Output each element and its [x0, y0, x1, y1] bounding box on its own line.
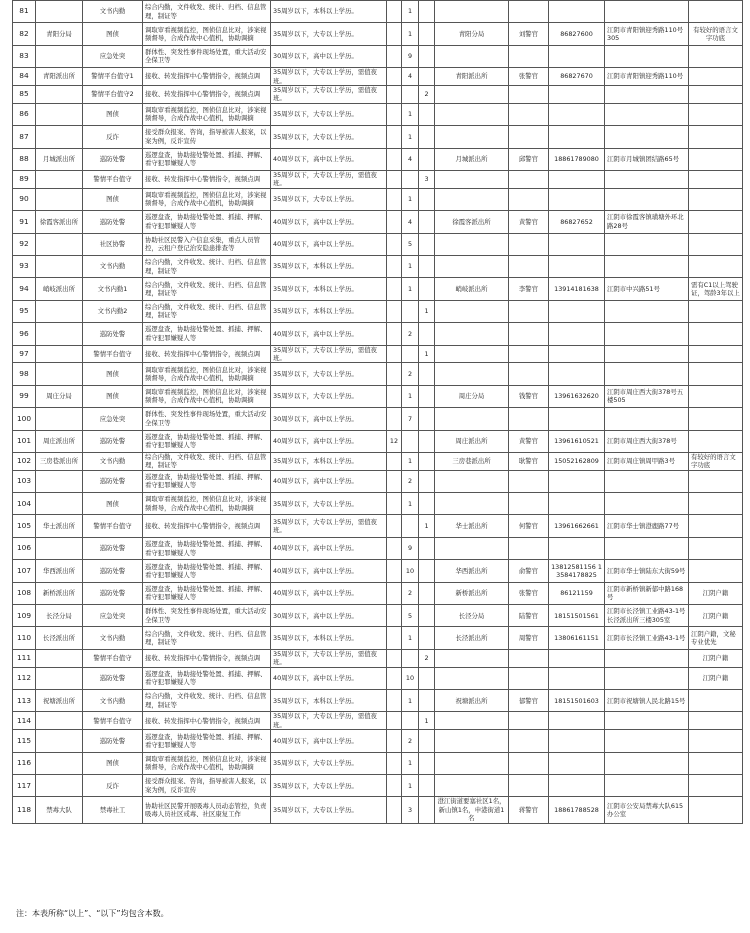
table-row: 90 图侦 调取审看视频监控，图侦信息比对，涉案视频督导，合成作战中心值机，协助调摘 35周岁以下，大专以上学历。 1 — [13, 188, 743, 210]
table-row: 83 应急处突 群体性、突发性事件现场处置，重大活动安全保卫等 30周岁以下，高中以上学历。 9 — [13, 45, 743, 67]
table-row: 115 巡防处警 巡逻盘查，协助接处警处置、抓捕、押解、看守犯罪嫌疑人等 40周岁以下，高中以上学历。 2 — [13, 730, 743, 752]
table-row: 100 应急处突 群体性、突发性事件现场处置，重大活动安全保卫等 30周岁以下，高中以上学历。 7 — [13, 408, 743, 430]
table-row: 97 警情平台值守 接收、转发指挥中心警情指令，视频点调 35周岁以下，大专以上学历，需值夜班。 1 — [13, 345, 743, 363]
table-row: 95 文书内勤2 综合内勤，文件收发、统计、归档、信息管理，制证等 35周岁以下，本科以上学历。 1 — [13, 300, 743, 322]
recruitment-table — [12, 0, 743, 824]
table-row: 96 巡防处警 巡逻盘查，协助接处警处置、抓捕、押解、看守犯罪嫌疑人等 40周岁以下，高中以上学历。 2 — [13, 323, 743, 345]
table-row: 116 图侦 调取审看视频监控，图侦信息比对，涉案视频督导，合成作战中心值机，协助调摘 35周岁以下，大专以上学历。 1 — [13, 752, 743, 774]
table-row: 113 祝塘派出所 文书内勤 综合内勤，文件收发、统计、归档、信息管理，制证等 35周岁以下，本科以上学历。 1 祝塘派出所 郁警官 18151501603 江阴市祝塘镇人民北路15号 — [13, 690, 743, 712]
table-row: 93 文书内勤 综合内勤，文件收发、统计、归档、信息管理，制证等 35周岁以下，本科以上学历。 1 — [13, 255, 743, 277]
table-row: 88 月城派出所 巡防处警 巡逻盘查，协助接处警处置、抓捕、押解、看守犯罪嫌疑人等 40周岁以下，高中以上学历。 4 月城派出所 邱警官 18861789080 江阴市月城镇团结路65号 — [13, 148, 743, 170]
table-row: 81 文书内勤 综合内勤，文件收发、统计、归档、信息管理，制证等 35周岁以下，本科以上学历。 1 — [13, 1, 743, 23]
table-row: 106 巡防处警 巡逻盘查，协助接处警处置、抓捕、押解、看守犯罪嫌疑人等 40周岁以下，高中以上学历。 9 — [13, 537, 743, 559]
table-row: 87 反诈 接受群众报案、咨询，指导被害人报案，以案为例，反诈宣传 35周岁以下，大专以上学历。 1 — [13, 126, 743, 148]
table-row: 89 警情平台值守 接收、转发指挥中心警情指令，视频点调 35周岁以下，大专以上学历，需值夜班。 3 — [13, 170, 743, 188]
table-row: 114 警情平台值守 接收、转发指挥中心警情指令，视频点调 35周岁以下，大专以上学历，需值夜班。 1 — [13, 712, 743, 730]
table-row: 99 周庄分局 图侦 调取审看视频监控，图侦信息比对，涉案视频督导，合成作战中心值机，协助调摘 35周岁以下，大专以上学历。 1 周庄分局 钱警官 13961632620 江阴市周庄西大街378号五楼505 — [13, 385, 743, 407]
table-row: 108 新桥派出所 巡防处警 巡逻盘查，协助接处警处置、抓捕、押解、看守犯罪嫌疑人等 40周岁以下，高中以上学历。 2 新桥派出所 张警官 86121159 江阴市新桥镇新郁中路168号 江阴户籍 — [13, 582, 743, 604]
table-row: 104 图侦 调取审看视频监控，图侦信息比对，涉案视频督导，合成作战中心值机，协助调摘 35周岁以下，大专以上学历。 1 — [13, 493, 743, 515]
table-row: 109 长泾分局 应急处突 群体性、突发性事件现场处置，重大活动安全保卫等 30周岁以下，高中以上学历。 5 长泾分局 陆警官 18151501561 江阴市长泾镇工业路43-1号长泾派出所三楼305室 江阴户籍 — [13, 605, 743, 627]
table-row: 118 禁毒大队 禁毒社工 协助社区民警开展吸毒人员动态管控，负责吸毒人员社区戒毒、社区康复工作 35周岁以下，大专以上学历。 3 澄江街道要塞社区1名，新山镇1名，申港街道1名 蒋警官 18861788528 江阴市公安局禁毒大队615办公室 — [13, 797, 743, 823]
table-row: 111 警情平台值守 接收、转发指挥中心警情指令，视频点调 35周岁以下，大专以上学历，需值夜班。 2 江阴户籍 — [13, 649, 743, 667]
table-row: 107 华西派出所 巡防处警 巡逻盘查，协助接处警处置、抓捕、押解、看守犯罪嫌疑人等 40周岁以下，高中以上学历。 10 华西派出所 俞警官 13812581156 13584178825 江阴市华士镇陆东大街59号 — [13, 560, 743, 582]
table-row: 112 巡防处警 巡逻盘查，协助接处警处置、抓捕、押解、看守犯罪嫌疑人等 40周岁以下，高中以上学历。 10 江阴户籍 — [13, 667, 743, 689]
table-row: 101 周庄派出所 巡防处警 巡逻盘查，协助接处警处置、抓捕、押解、看守犯罪嫌疑人等 40周岁以下，高中以上学历。 12 周庄派出所 黄警官 13961610521 江阴市周庄西大街378号 — [13, 430, 743, 452]
table-row: 117 反诈 接受群众报案、咨询，指导被害人报案，以案为例，反诈宣传 35周岁以下，大专以上学历。 1 — [13, 775, 743, 797]
table-row: 86 图侦 调取审看视频监控，图侦信息比对，涉案视频督导，合成作战中心值机，协助调摘 35周岁以下，大专以上学历。 1 — [13, 103, 743, 125]
table-row: 82 青阳分局 图侦 调取审看视频监控，图侦信息比对，涉案视频督导，合成作战中心值机，协助调摘 35周岁以下，大专以上学历。 1 青阳分局 刘警官 86827600 江阴市青阳镇迎秀路110号305 有较好的语言文字功底 — [13, 23, 743, 45]
table-row: 103 巡防处警 巡逻盘查，协助接处警处置、抓捕、押解、看守犯罪嫌疑人等 40周岁以下，高中以上学历。 2 — [13, 470, 743, 492]
table-row: 110 长泾派出所 文书内勤 综合内勤，文件收发、统计、归档、信息管理，制证等 35周岁以下，本科以上学历。 1 长泾派出所 周警官 13806161151 江阴市长泾镇工业路43-1号 江阴户籍，文秘专业优先 — [13, 627, 743, 649]
table-row: 85 警情平台值守2 接收、转发指挥中心警情指令，视频点调 35周岁以下，大专以上学历，需值夜班。 2 — [13, 85, 743, 103]
table-row: 105 华士派出所 警情平台值守 接收、转发指挥中心警情指令，视频点调 35周岁以下，大专以上学历，需值夜班。 1 华士派出所 何警官 13961662661 江阴市华士镇澄鹿路77号 — [13, 515, 743, 537]
table-row: 98 图侦 调取审看视频监控，图侦信息比对，涉案视频督导，合成作战中心值机，协助调摘 35周岁以下，大专以上学历。 2 — [13, 363, 743, 385]
recruitment-table-container — [12, 0, 742, 824]
table-row: 102 三房巷派出所 文书内勤 综合内勤，文件收发、统计、归档、信息管理，制证等 35周岁以下，本科以上学历。 1 三房巷派出所 耿警官 15052162809 江阴市周庄镇周甲路3号 有较好的语言文字功底 — [13, 452, 743, 470]
table-row: 94 峭岐派出所 文书内勤1 综合内勤，文件收发、统计、归档、信息管理，制证等 35周岁以下，本科以上学历。 1 峭岐派出所 李警官 13914181638 江阴市中兴路51号 需有C1以上驾驶证，驾龄3年以上 — [13, 278, 743, 300]
footnote: 注：本表所称“以上”、“以下”均包含本数。 — [16, 909, 169, 918]
table-row: 91 徐霞客派出所 巡防处警 巡逻盘查，协助接处警处置、抓捕、押解、看守犯罪嫌疑人等 40周岁以下，高中以上学历。 4 徐霞客派出所 黄警官 86827652 江阴市徐霞客镇璜塘外环北路28号 — [13, 211, 743, 233]
table-row: 84 青阳派出所 警情平台值守1 接收、转发指挥中心警情指令，视频点调 35周岁以下，大专以上学历，需值夜班。 4 青阳派出所 张警官 86827670 江阴市青阳镇迎秀路110号 — [13, 68, 743, 86]
table-row: 92 社区协警 协助社区民警入户信息采集，重点人员管控，云租户登记治安隐患排查等 40周岁以下，高中以上学历。 5 — [13, 233, 743, 255]
